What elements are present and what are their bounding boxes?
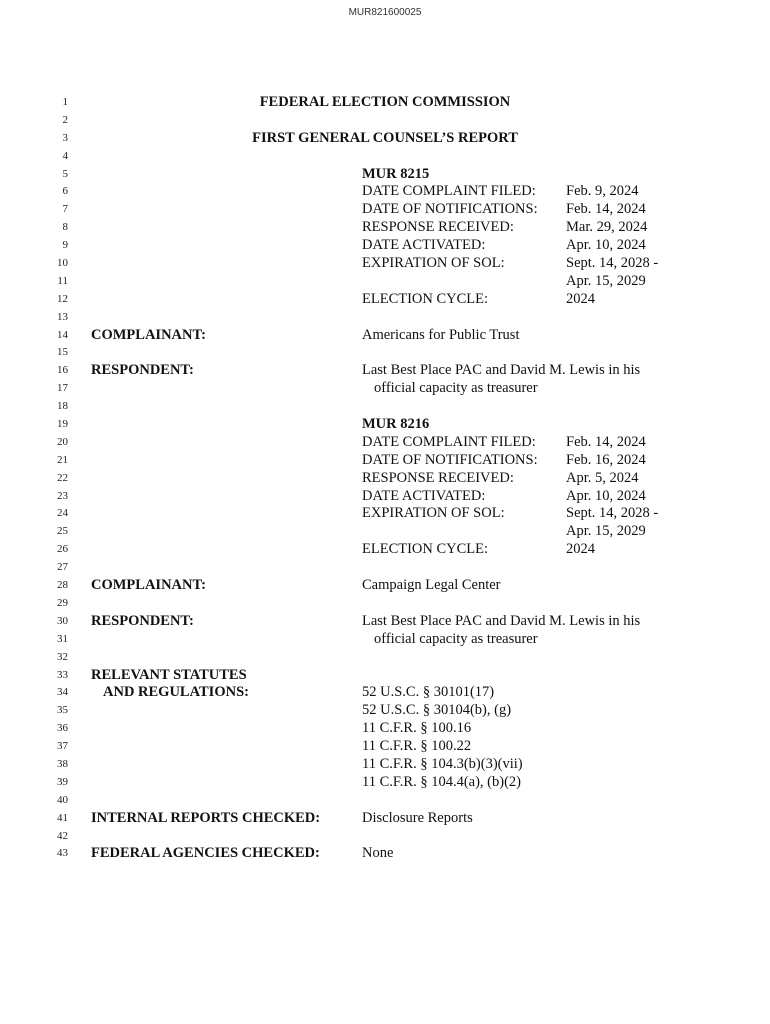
line-36 bbox=[0, 720, 770, 738]
report-title: FIRST GENERAL COUNSEL’S REPORT bbox=[252, 129, 518, 146]
line-number: 19 bbox=[57, 418, 68, 431]
line-number: 15 bbox=[57, 346, 68, 359]
complainant-label: COMPLAINANT: bbox=[91, 326, 206, 343]
document-id: MUR821600025 bbox=[348, 7, 422, 18]
line-41 bbox=[0, 810, 770, 828]
line-35 bbox=[0, 702, 770, 720]
line-number: 32 bbox=[57, 650, 68, 663]
line-number: 1 bbox=[62, 96, 68, 108]
federal-agencies-value: None bbox=[362, 845, 394, 862]
line-number: 11 bbox=[57, 274, 68, 287]
line-number: 12 bbox=[57, 292, 68, 305]
date-of-notifications-value: Feb. 16, 2024 bbox=[566, 451, 646, 468]
line-number: 23 bbox=[57, 489, 68, 502]
respondent-value-cont: official capacity as treasurer bbox=[374, 380, 538, 397]
response-received-value: Mar. 29, 2024 bbox=[566, 219, 648, 236]
line-1 bbox=[0, 94, 770, 112]
federal-agencies-label: FEDERAL AGENCIES CHECKED: bbox=[91, 845, 320, 862]
line-19 bbox=[0, 416, 770, 434]
line-15 bbox=[0, 344, 770, 362]
line-number: 7 bbox=[62, 203, 68, 216]
line-number: 3 bbox=[62, 131, 68, 144]
expiration-of-sol-label: EXPIRATION OF SOL: bbox=[362, 255, 505, 272]
line-number: 31 bbox=[57, 632, 68, 645]
line-number: 17 bbox=[57, 382, 68, 395]
date-complaint-filed-value: Feb. 9, 2024 bbox=[566, 183, 639, 200]
line-number: 41 bbox=[57, 811, 68, 824]
line-42 bbox=[0, 828, 770, 846]
line-10 bbox=[0, 255, 770, 273]
internal-reports-label: INTERNAL REPORTS CHECKED: bbox=[91, 809, 321, 826]
expiration-of-sol-value: Sept. 14, 2028 - bbox=[566, 255, 659, 272]
report-page bbox=[0, 94, 770, 863]
line-29 bbox=[0, 595, 770, 613]
line-number: 35 bbox=[57, 704, 68, 717]
line-33 bbox=[0, 667, 770, 685]
respondent-value: Last Best Place PAC and David M. Lewis in his bbox=[362, 612, 641, 629]
line-17 bbox=[0, 380, 770, 398]
election-cycle-value: 2024 bbox=[566, 290, 595, 307]
line-30 bbox=[0, 613, 770, 631]
line-number: 28 bbox=[57, 579, 68, 592]
line-22 bbox=[0, 470, 770, 488]
date-of-notifications-label: DATE OF NOTIFICATIONS: bbox=[362, 201, 538, 218]
line-number: 13 bbox=[57, 310, 68, 323]
agency-title: FEDERAL ELECTION COMMISSION bbox=[259, 94, 511, 110]
response-received-value: Apr. 5, 2024 bbox=[566, 469, 639, 486]
line-number: 40 bbox=[57, 793, 68, 806]
date-activated-value: Apr. 10, 2024 bbox=[566, 487, 646, 504]
date-activated-value: Apr. 10, 2024 bbox=[566, 237, 646, 254]
line-number: 18 bbox=[57, 400, 68, 413]
expiration-of-sol-value: Sept. 14, 2028 - bbox=[566, 505, 659, 522]
date-complaint-filed-label: DATE COMPLAINT FILED: bbox=[362, 183, 536, 200]
line-number: 2 bbox=[62, 113, 68, 126]
line-number: 6 bbox=[62, 185, 68, 198]
election-cycle-label: ELECTION CYCLE: bbox=[362, 541, 489, 558]
line-34 bbox=[0, 684, 770, 702]
line-20 bbox=[0, 434, 770, 452]
statute-item: 11 C.F.R. § 100.16 bbox=[362, 720, 472, 737]
respondent-value: Last Best Place PAC and David M. Lewis in his bbox=[362, 362, 641, 379]
expiration-of-sol-value-cont: Apr. 15, 2029 bbox=[566, 523, 646, 540]
date-of-notifications-label: DATE OF NOTIFICATIONS: bbox=[362, 451, 538, 468]
line-18 bbox=[0, 398, 770, 416]
line-9 bbox=[0, 237, 770, 255]
response-received-label: RESPONSE RECEIVED: bbox=[362, 469, 514, 486]
line-number: 42 bbox=[57, 829, 68, 842]
line-23 bbox=[0, 488, 770, 506]
line-number: 34 bbox=[57, 686, 68, 699]
response-received-label: RESPONSE RECEIVED: bbox=[362, 219, 514, 236]
line-number: 43 bbox=[57, 847, 68, 860]
line-14 bbox=[0, 327, 770, 345]
line-number: 8 bbox=[62, 221, 68, 234]
line-number: 37 bbox=[57, 740, 68, 753]
line-number: 25 bbox=[57, 525, 68, 538]
line-number: 20 bbox=[57, 435, 68, 448]
line-number: 22 bbox=[57, 471, 68, 484]
line-7 bbox=[0, 201, 770, 219]
line-24 bbox=[0, 505, 770, 523]
line-number: 10 bbox=[57, 257, 68, 270]
line-number: 21 bbox=[57, 453, 68, 466]
line-number: 16 bbox=[57, 364, 68, 377]
date-complaint-filed-label: DATE COMPLAINT FILED: bbox=[362, 433, 536, 450]
line-38 bbox=[0, 756, 770, 774]
line-5 bbox=[0, 166, 770, 184]
line-number: 26 bbox=[57, 543, 68, 556]
line-40 bbox=[0, 792, 770, 810]
statute-item: 11 C.F.R. § 104.3(b)(3)(vii) bbox=[362, 755, 523, 772]
statute-item: 52 U.S.C. § 30104(b), (g) bbox=[362, 702, 512, 719]
line-31 bbox=[0, 631, 770, 649]
line-28 bbox=[0, 577, 770, 595]
respondent-label: RESPONDENT: bbox=[91, 362, 194, 379]
statute-item: 11 C.F.R. § 104.4(a), (b)(2) bbox=[362, 773, 521, 790]
statutes-label: RELEVANT STATUTES bbox=[91, 666, 247, 683]
complainant-value: Campaign Legal Center bbox=[362, 577, 501, 594]
date-complaint-filed-value: Feb. 14, 2024 bbox=[566, 433, 646, 450]
line-number: 30 bbox=[57, 614, 68, 627]
internal-reports-value: Disclosure Reports bbox=[362, 809, 473, 826]
line-number: 14 bbox=[57, 328, 68, 341]
date-of-notifications-value: Feb. 14, 2024 bbox=[566, 201, 646, 218]
line-39 bbox=[0, 774, 770, 792]
line-26 bbox=[0, 541, 770, 559]
expiration-of-sol-value-cont: Apr. 15, 2029 bbox=[566, 272, 646, 289]
respondent-value-cont: official capacity as treasurer bbox=[374, 630, 538, 647]
election-cycle-value: 2024 bbox=[566, 541, 595, 558]
line-number: 24 bbox=[57, 507, 68, 520]
line-27 bbox=[0, 559, 770, 577]
line-number: 39 bbox=[57, 775, 68, 788]
line-37 bbox=[0, 738, 770, 756]
line-16 bbox=[0, 362, 770, 380]
line-number: 4 bbox=[62, 149, 68, 162]
line-43 bbox=[0, 845, 770, 863]
statute-item: 52 U.S.C. § 30101(17) bbox=[362, 684, 495, 701]
line-number: 27 bbox=[57, 561, 68, 574]
date-activated-label: DATE ACTIVATED: bbox=[362, 237, 486, 254]
line-number: 38 bbox=[57, 757, 68, 770]
mur-8215-heading: MUR 8215 bbox=[362, 165, 430, 182]
line-8 bbox=[0, 219, 770, 237]
line-2 bbox=[0, 112, 770, 130]
line-number: 33 bbox=[57, 668, 68, 681]
line-number: 9 bbox=[62, 239, 68, 252]
line-12 bbox=[0, 291, 770, 309]
mur-8216-heading: MUR 8216 bbox=[362, 416, 430, 433]
line-3 bbox=[0, 130, 770, 148]
complainant-value: Americans for Public Trust bbox=[362, 326, 520, 343]
statute-item: 11 C.F.R. § 100.22 bbox=[362, 738, 472, 755]
line-number: 29 bbox=[57, 596, 68, 609]
line-11 bbox=[0, 273, 770, 291]
line-number: 36 bbox=[57, 722, 68, 735]
respondent-label: RESPONDENT: bbox=[91, 612, 194, 629]
complainant-label: COMPLAINANT: bbox=[91, 577, 206, 594]
line-number: 5 bbox=[62, 167, 68, 180]
date-activated-label: DATE ACTIVATED: bbox=[362, 487, 486, 504]
line-32 bbox=[0, 649, 770, 667]
line-13 bbox=[0, 309, 770, 327]
line-25 bbox=[0, 523, 770, 541]
statutes-label-cont: AND REGULATIONS: bbox=[103, 684, 249, 701]
election-cycle-label: ELECTION CYCLE: bbox=[362, 290, 489, 307]
line-4 bbox=[0, 148, 770, 166]
expiration-of-sol-label: EXPIRATION OF SOL: bbox=[362, 505, 505, 522]
line-6 bbox=[0, 183, 770, 201]
line-21 bbox=[0, 452, 770, 470]
